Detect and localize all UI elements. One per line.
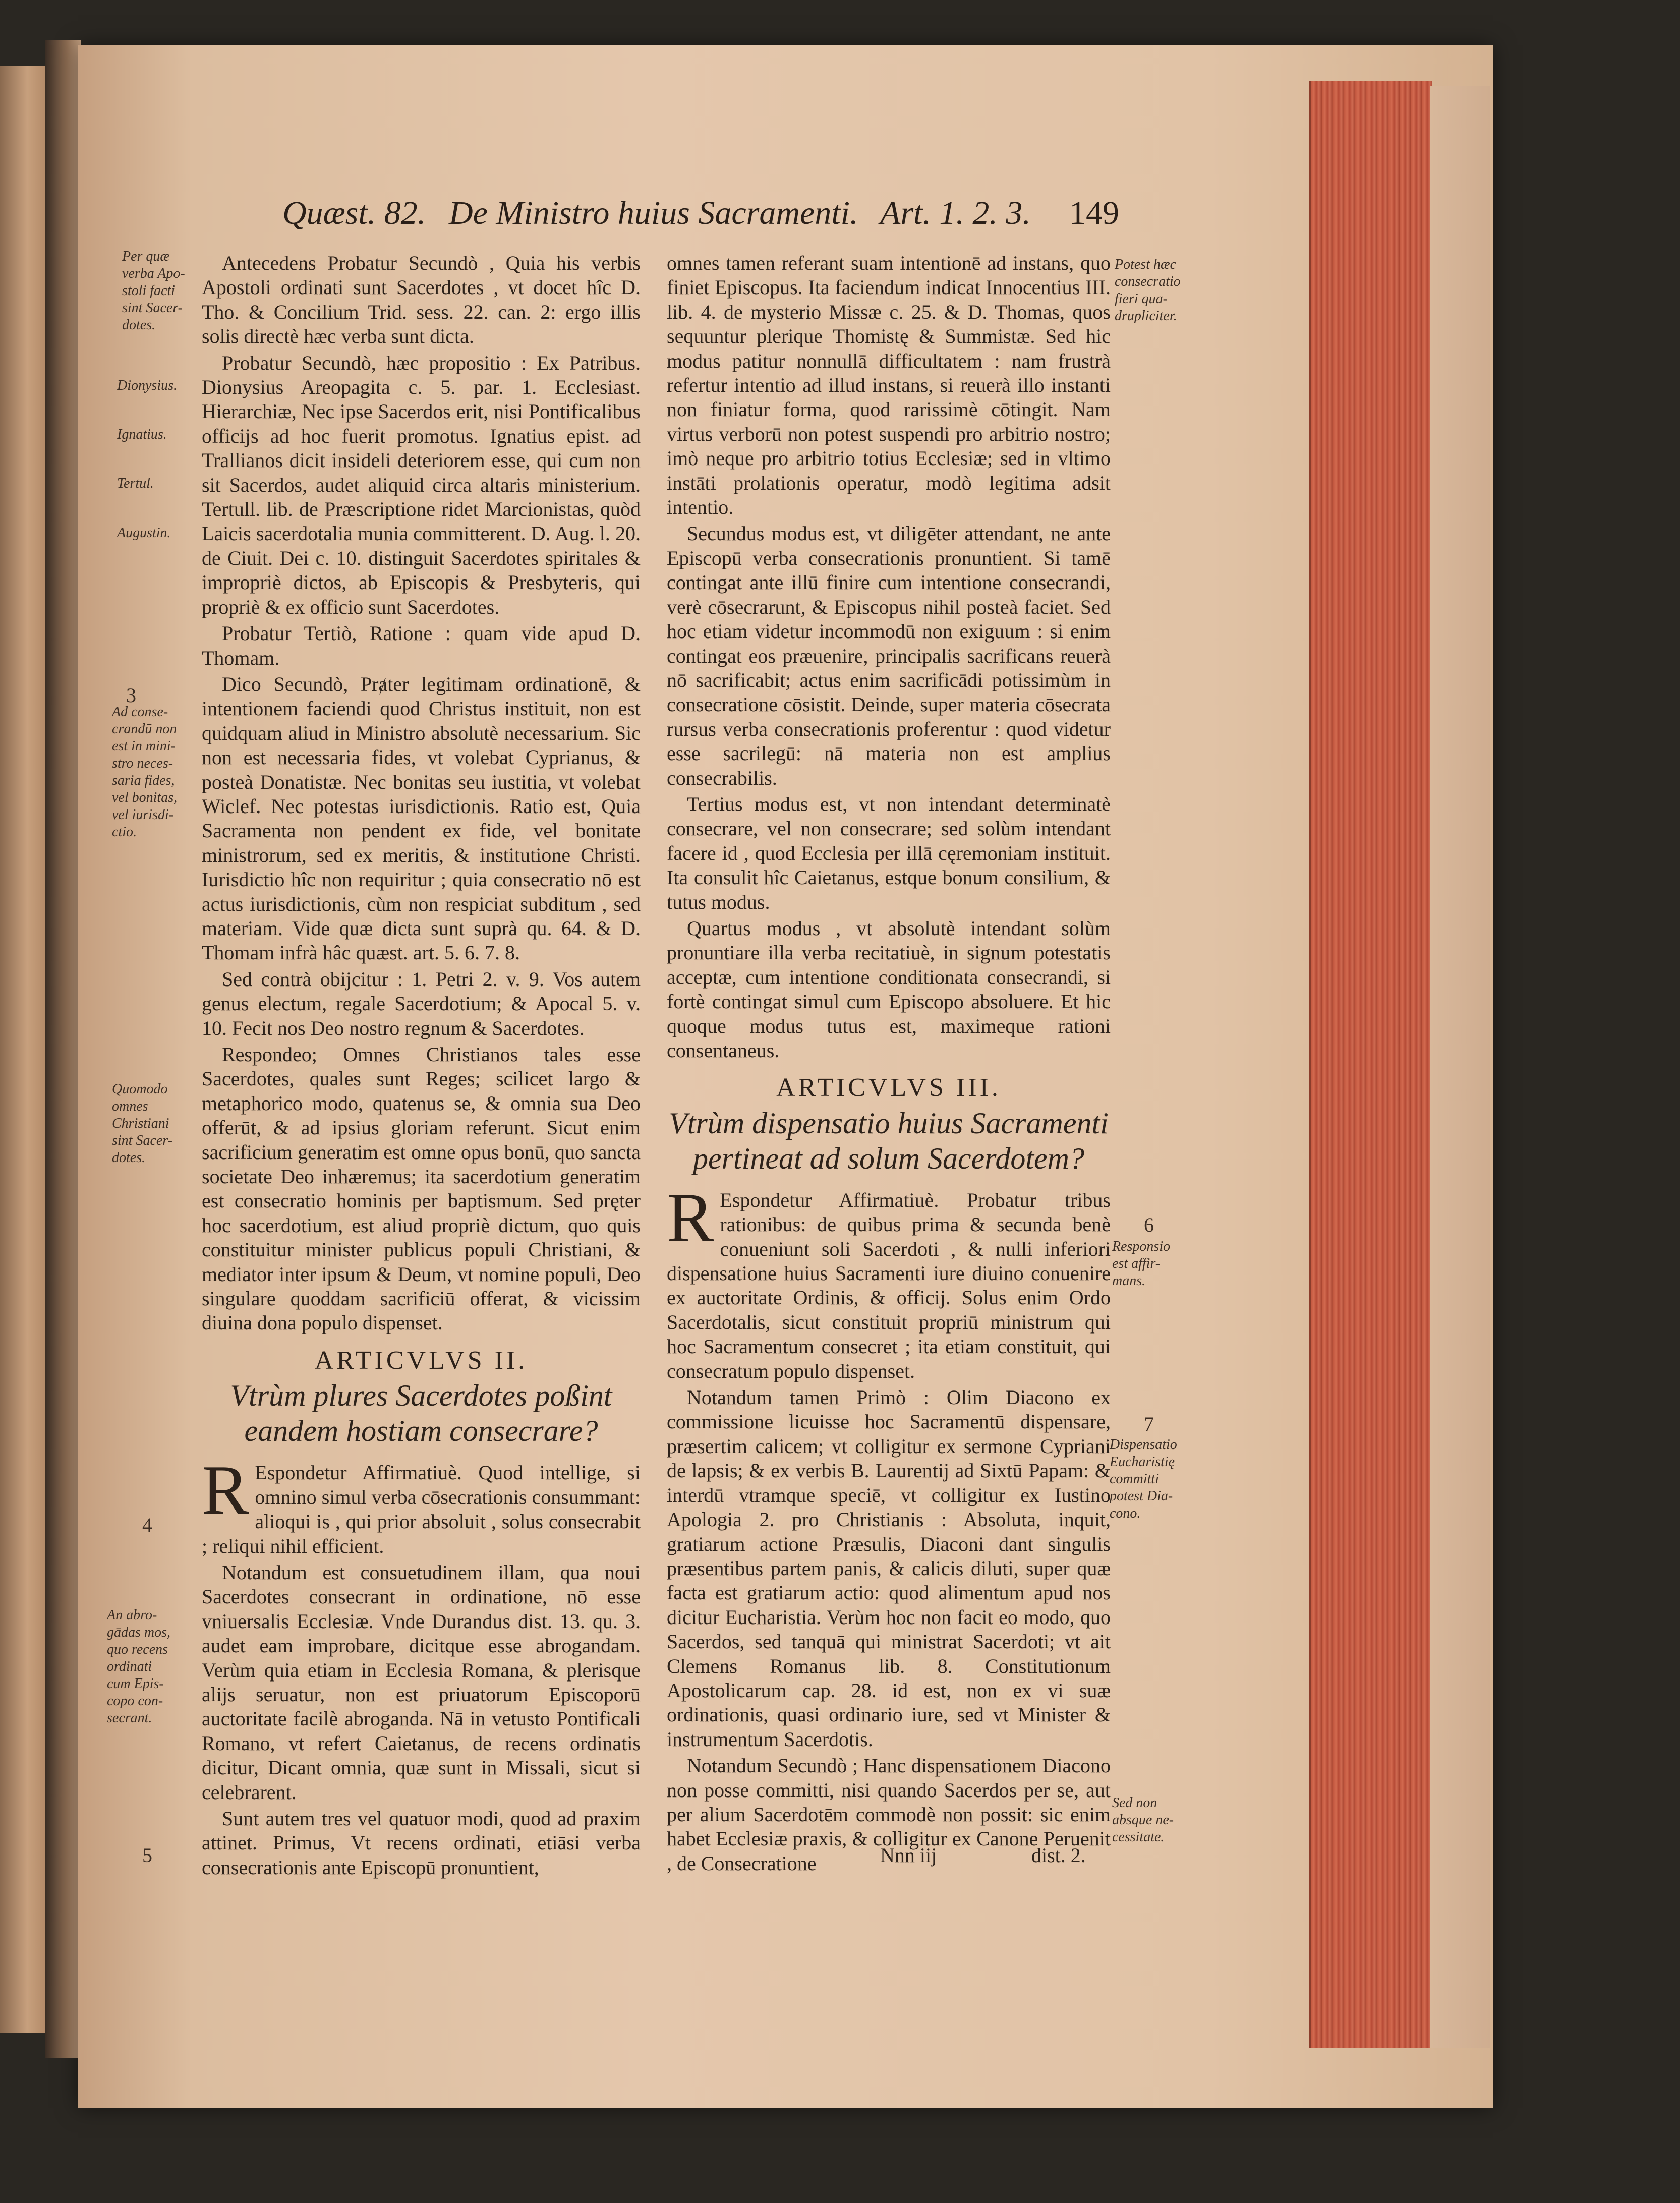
right-column bbox=[667, 251, 1111, 1878]
paragraph: R Espondetur Affirmatiuè. Probatur tribus rationibus: de quibus prima & secunda benè conueniunt soli Sacerdoti , & nulli inferiori dispensatione huius Sacramenti iure diuino conuenire ex auctoritate Ordinis, & officij. Solus enim Ordo Sacerdotalis, sicut constituit propriū ministrum qui hoc Sacramentum consecret ; ita etiam constituit, qui consecratum populo dispenset. bbox=[667, 1178, 1111, 1382]
paragraph: Tertius modus est, vt non intendant determinatè consecrare, vel non consecrare; sed solùm intendant facere id , quod Ecclesia per illā cęremoniam instituit. Ita consulit hîc Caietanus, estque bonum consilium, & tutus modus. bbox=[667, 792, 1111, 913]
header-question: Quæst. 82. bbox=[282, 195, 426, 231]
margin-note: Sed non absque ne- cessitate. bbox=[1112, 1795, 1174, 1845]
red-page-edges bbox=[1309, 81, 1432, 2048]
paragraph: Probatur Secundò, hæc propositio : Ex Patribus. Dionysius Areopagita c. 5. par. 1. Ecclesiast. Hierarchiæ, Nec ipse Sacerdos erit, nisi Pontificalibus officijs ad hoc fuerit promotus. Ignatius epist. ad Trallianos dicit insideli deteriorem esse, qui cum non sit Sacerdos, audet aliquid circa altaris ministerium. Tertull. lib. de Præscriptione ridet Marcionistas, quòd Laicis sacerdotalia munia committerent. D. Aug. l. 20. de Ciuit. Dei c. 10. distinguit Sacerdotes spiritales & impropriè dictos, ab Episcopis & Presbyteris, qui propriè & ex officio sunt Sacerdotes. bbox=[202, 351, 641, 618]
paragraph: Antecedens Probatur Secundò , Quia his verbis Apostoli ordinati sunt Sacerdotes , vt docet hîc D. Tho. & Concilium Trid. sess. 22. can. 2: ergo illis solis directè hæc verba sunt dicta. bbox=[202, 252, 641, 348]
margin-number: 4 bbox=[142, 1514, 152, 1536]
drop-cap: R bbox=[202, 1451, 249, 1530]
margin-note: Potest hæc consecratio fieri qua- drupliciter. bbox=[1115, 257, 1181, 324]
margin-note: Tertul. bbox=[117, 476, 154, 491]
margin-number: 5 bbox=[142, 1844, 152, 1867]
paragraph: Notandum tamen Primò : Olim Diacono ex commissione licuisse hoc Sacramentū dispensare, præsertim calicem; vt colligitur ex sermone Cypriani de lapsis; & ex verbis B. Laurentij ad Sixtū Papam: & interdū vtramque speciē, vt colligitur ex Iustino Apologia 2. pro Christianis : Absoluta, inquit, gratiarum actione Præsulis, Diaconi dant singulis præsentibus partem panis, & calicis diluti, super quæ facta est gratiarum actio: quod alimentum apud nos dicitur Eucharistia. Verùm hoc non facit eo modo, quo Sacerdos, sed tanquā qui ministrat Sacerdoti; vt ait Clemens Romanus lib. 8. Constitutionum Apostolicarum cap. 28. id est, non ex vi suæ ordinationis, quasi ordinario iure, sed vt Minister & instrumentum Sacerdotis. bbox=[667, 1386, 1111, 1751]
paragraph: Sunt autem tres vel quatuor modi, quod ad praxim attinet. Primus, Vt recens ordinati, etiāsi verba consecrationis ante Episcopū pronuntient, bbox=[202, 1807, 641, 1879]
paragraph: Notandum Secundò ; Hanc dispensationem Diacono non posse committi, nisi quando Sacerdos per se, aut per alium Sacerdotēm commodè non possit: sic enim habet Ecclesiæ praxis, & colligitur ex Canone Peruenit , de Consecratione bbox=[667, 1754, 1111, 1875]
paragraph: Sed contrà obijcitur : 1. Petri 2. v. 9. Vos autem genus electum, regale Sacerdotium; & Apocal 5. v. 10. Fecit nos Deo nostro regnum & Sacerdotes. bbox=[202, 967, 641, 1039]
facing-page-edge bbox=[0, 66, 45, 2033]
left-column bbox=[202, 251, 641, 1882]
drop-cap: R bbox=[667, 1178, 714, 1257]
paragraph: Notandum est consuetudinem illam, qua noui Sacerdotes consecrant in ordinatione, nō esse vniuersalis Ecclesiæ. Vnde Durandus dist. 13. qu. 3. audet eam improbare, dicitque esse abrogandam. Verùm quia etiam in Ecclesia Romana, & plerisque alijs seruatur, non est priuatorum Episcoporū auctoritate facilè abroganda. Nā in vetusto Pontificali Romano, vt refert Caietanus, de recens ordinatis dicitur, Dicant omnia, quæ sunt in Missali, sicut si celebrarent. bbox=[202, 1560, 641, 1804]
margin-note: An abro- gādas mos, quo recens ordinati cum Epis- copo con- secrant. bbox=[107, 1607, 171, 1726]
book-gutter bbox=[45, 40, 81, 2058]
paragraph: Quartus modus , vt absolutè intendant solùm pronuntiare illa verba recitatiuè, in signum potestatis acceptæ, cum intentione conditionata consecrandi, si fortè contingat simul cum Episcopo absoluere. Et hic quoque modus tutus est, maximeque rationi consentaneus. bbox=[667, 916, 1111, 1062]
article-2-heading: ARTICVLVS II. bbox=[314, 1346, 528, 1375]
paragraph: Secundus modus est, vt diligēter attendant, ne ante Episcopū verba consecrationis pronuntient. Si tamē contingat ante illū finire cum intentione consecrandi, verè cōsecrarunt, & Episcopus nihil posteà faciet. Sed hoc etiam videtur incommodū non exiguum : si enim contingat eos præuenire, principalis sacrificans reuerà nō sacrificabit; actus enim sacrificādi potissimùm in consecratione cōsistit. Deinde, super materia cōsecrata rursus verba consecrationis proferentur : quod videtur esse sacrilegū: nā materia non est amplius consecrabilis. bbox=[667, 522, 1111, 789]
margin-note: Augustin. bbox=[117, 525, 171, 541]
paragraph: Probatur Tertiò, Ratione : quam vide apud D. Thomam. bbox=[202, 622, 641, 669]
paragraph: R Espondetur Affirmatiuè. Quod intellige, si omnino simul verba cōsecrationis consummant: alioqui is , qui prior absoluit , solus consecrabit ; reliqui nihil efficient. bbox=[202, 1451, 641, 1557]
margin-note: Quomodo omnes Christiani sint Sacer- dotes. bbox=[112, 1081, 172, 1166]
header-article: Art. 1. 2. 3. bbox=[880, 195, 1031, 231]
paragraph: omnes tamen referant suam intentionē ad instans, quo finiet Episcopus. Ita faciendum indicat Innocentius III. lib. 4. de mysterio Missæ c. 25. & D. Thomas, quos sequuntur plerique Thomistę & Summistæ. Sed hic modus patitur nonnullā difficultatem : nam frustrà refertur intentio ad illud instans, si reuerà illo instanti non finiatur forma, quod rarissimè cōtingit. Nam virtus verborū non potest suspendi pro arbitrio nostro; imò neque pro arbitrio totius Ecclesiæ; sed in vltimo instāti prolationis operatur, modò legitima adsit intentio. bbox=[667, 252, 1111, 519]
page-number: 149 bbox=[1069, 195, 1119, 231]
margin-number: 7 bbox=[1144, 1413, 1154, 1435]
margin-note: Ignatius. bbox=[117, 427, 167, 442]
article-3-heading: ARTICVLVS III. bbox=[776, 1073, 1001, 1103]
catchword: dist. 2. bbox=[1031, 1844, 1086, 1867]
running-header bbox=[282, 194, 1150, 245]
margin-note: Responsio est affir- mans. bbox=[1112, 1239, 1171, 1289]
article-2-question: Vtrùm plures Sacerdotes poßint eandem hostiam consecrare? bbox=[230, 1379, 612, 1448]
paragraph: Dico Secundò, Prⱥter legitimam ordinationē, & intentionem faciendi quod Christus instituit, non est quidquam aliud in Ministro absolutè necessarium. Sic non est necessaria fides, vt volebat Cyprianus, & posteà Donatistæ. Nec bonitas seu iustitia, vt volebat Wiclef. Nec potestas iurisdictionis. Ratio est, Quia Sacramenta non pendent ex fide, vel bonitate ministrorum, sed ex meritis, & institutione Christi. Iurisdictio hîc non requiritur ; quia consecratio nō est actus iurisdictionis, cùm non respiciat subditum , sed materiam. Vide quæ dicta sunt suprà qu. 64. & D. Thomam infrà hâc quæst. art. 5. 6. 7. 8. bbox=[202, 672, 641, 964]
margin-number: 6 bbox=[1144, 1213, 1154, 1236]
margin-note: Per quæ verba Apo- stoli facti sint Sacer- dotes. bbox=[122, 249, 185, 333]
margin-note: Dionysius. bbox=[117, 378, 177, 393]
page-edge bbox=[1430, 86, 1490, 2048]
article-3-question: Vtrùm dispensatio huius Sacramenti pertineat ad solum Sacerdotem? bbox=[669, 1106, 1109, 1175]
header-title: De Ministro huius Sacramenti. bbox=[449, 195, 858, 231]
margin-note: Ad conse- crandū non est in mini- stro neces- saria fides, vel bonitas, vel iurisdi- ctio. bbox=[112, 704, 178, 840]
margin-number: 3 bbox=[126, 684, 136, 707]
margin-note: Dispensatio Eucharistię committi potest Dia- cono. bbox=[1110, 1437, 1177, 1521]
signature-mark: Nnn iij bbox=[880, 1844, 937, 1867]
paragraph: Respondeo; Omnes Christianos tales esse Sacerdotes, quales sunt Reges; scilicet largo & metaphorico modo, quatenus se, & omnia sua Deo offerūt, & ad ipsius gloriam referunt. Sicut enim sacrificium generatim est omne opus bonū, quo sancta societate Deo inhæremus; ita sacerdotium generatim est consecratio hominis per baptismum. Sed pręter hoc sacerdotium, est aliud propriè dictum, quo quis constituitur minister publicus populi Christiani, & mediator inter ipsum & Deum, vt nomine populi, Deo singulare quoddam sacrificiū offerat, & vicissim diuina dona populo dispenset. bbox=[202, 1043, 641, 1335]
